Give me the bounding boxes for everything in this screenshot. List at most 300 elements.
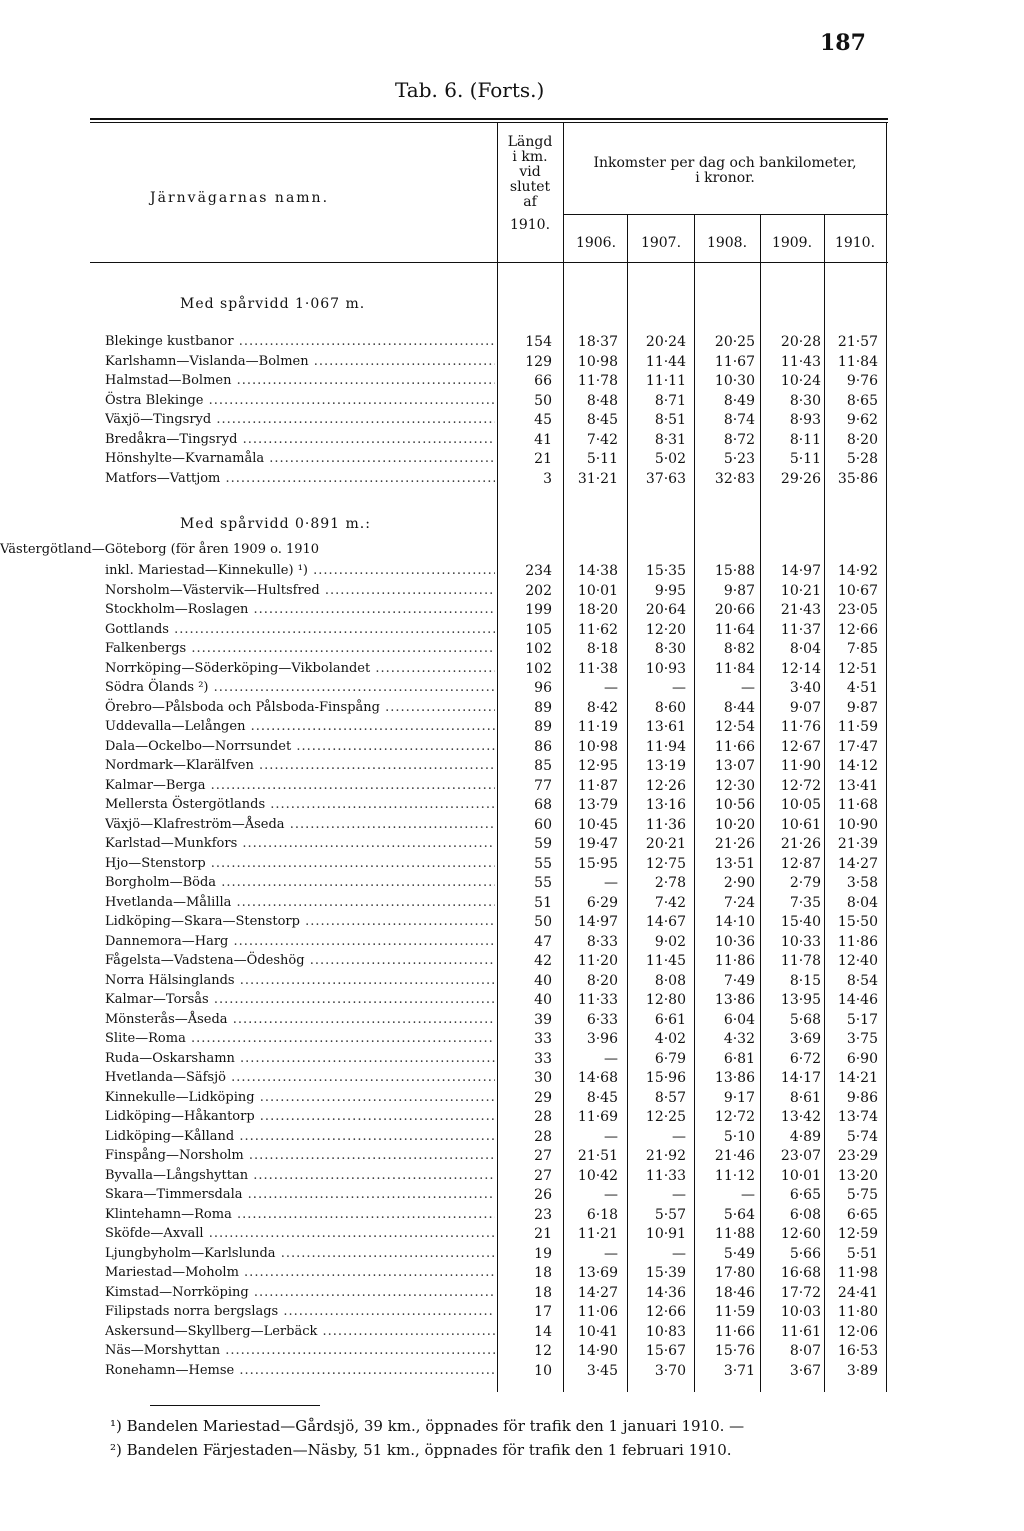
income-cell-1906: 6·33 — [586, 1011, 618, 1028]
railway-name: Halmstad—Bolmen ..... — [105, 371, 495, 391]
income-cell-1909: 17·72 — [780, 1284, 821, 1301]
income-cell-1910: 9·62 — [846, 412, 878, 428]
table-row — [0, 1205, 1024, 1225]
length-cell: 14 — [534, 1323, 552, 1340]
railway-name: Kinnekulle—Lidköping ..... — [105, 1088, 495, 1108]
income-cell-1909: 13·42 — [780, 1109, 821, 1125]
income-cell-1907: 4·02 — [654, 1031, 686, 1047]
length-cell: 50 — [534, 914, 552, 930]
income-cell-1906: 3·45 — [586, 1362, 618, 1379]
income-cell-1907: 8·60 — [654, 699, 686, 716]
table-row — [0, 815, 1024, 835]
income-cell-1909: 12·14 — [780, 660, 821, 677]
income-cell-1909: 11·90 — [780, 758, 821, 774]
income-cell-1910: 11·80 — [837, 1304, 878, 1320]
railway-name: Byvalla—Långshyttan ..... — [105, 1166, 495, 1186]
income-cell-1907: 12·80 — [645, 992, 686, 1008]
railway-name: Ruda—Oskarshamn ..... — [105, 1049, 495, 1069]
income-cell-1909: 21·26 — [780, 836, 821, 852]
income-cell-1909: 8·07 — [789, 1343, 821, 1359]
length-cell: 51 — [534, 894, 552, 911]
railway-name: Örebro—Pålsboda och Pålsboda-Finspång ..... — [105, 698, 495, 718]
income-cell-1907: 12·26 — [645, 777, 686, 794]
income-cell-1908: 15·88 — [714, 563, 755, 579]
income-cell-1909: 10·05 — [780, 797, 821, 813]
income-cell-1909: 2·79 — [789, 875, 821, 891]
income-cell-1908: 12·54 — [714, 719, 755, 735]
length-cell: 21 — [534, 1226, 552, 1242]
railway-name: Ronehamn—Hemse ..... — [105, 1361, 495, 1381]
length-cell: 77 — [534, 777, 552, 794]
income-cell-1910: 8·20 — [846, 431, 878, 448]
income-cell-1907: 7·42 — [654, 894, 686, 911]
income-cell-1910: 3·58 — [846, 875, 878, 891]
income-cell-1910: 21·39 — [837, 836, 878, 852]
income-cell-1909: 8·04 — [789, 641, 821, 657]
railway-name: Karlstad—Munkfors ..... — [105, 834, 495, 854]
table-row — [0, 1341, 1024, 1361]
income-cell-1910: 4·51 — [846, 680, 878, 696]
income-cell-1909: 23·07 — [780, 1148, 821, 1164]
table-row — [0, 469, 1024, 489]
income-cell-1909: 3·69 — [789, 1031, 821, 1047]
income-cell-1907: 20·21 — [645, 836, 686, 852]
income-cell-1907: 15·39 — [645, 1265, 686, 1281]
table-top-rule — [90, 118, 888, 120]
income-cell-1908: 5·23 — [723, 451, 755, 467]
income-cell-1906: 3·96 — [586, 1031, 618, 1047]
income-cell-1907: — — [672, 680, 686, 696]
income-cell-1909: 9·07 — [789, 699, 821, 716]
length-cell: 85 — [534, 758, 552, 774]
length-cell: 18 — [534, 1265, 552, 1281]
income-cell-1906: — — [604, 875, 618, 891]
income-cell-1909: 12·87 — [780, 855, 821, 872]
income-cell-1907: 3·70 — [654, 1362, 686, 1379]
table-top-rule-inner — [90, 122, 888, 123]
railway-name: Kalmar—Torsås ..... — [105, 990, 495, 1010]
income-cell-1910: 5·74 — [846, 1128, 878, 1145]
table-row — [0, 581, 1024, 601]
income-cell-1907: 11·44 — [645, 353, 686, 370]
table-row — [0, 1224, 1024, 1244]
income-cell-1909: 7·35 — [789, 894, 821, 911]
income-cell-1906: 15·95 — [577, 855, 618, 872]
income-cell-1908: 6·04 — [723, 1011, 755, 1028]
income-cell-1910: 14·27 — [837, 855, 878, 872]
income-cell-1906: 13·69 — [577, 1265, 618, 1281]
income-cell-1909: 12·67 — [780, 738, 821, 755]
table-row — [0, 1088, 1024, 1108]
railway-name: Södra Ölands ²) ..... — [105, 678, 495, 698]
income-cell-1906: 8·18 — [586, 641, 618, 657]
table-row — [0, 639, 1024, 659]
length-cell: 42 — [534, 953, 552, 969]
income-cell-1910: 3·75 — [846, 1031, 878, 1047]
length-cell: 68 — [534, 797, 552, 813]
railway-name: Matfors—Vattjom ..... — [105, 469, 495, 489]
section-heading-1067: Med spårvidd 1·067 m. — [180, 296, 366, 312]
income-cell-1909: 10·24 — [780, 373, 821, 389]
table-row — [0, 1068, 1024, 1088]
header-year-1906: 1906. — [575, 235, 617, 251]
income-cell-1906: 10·98 — [577, 353, 618, 370]
income-cell-1908: 5·10 — [723, 1128, 755, 1145]
income-cell-1910: 35·86 — [837, 470, 878, 487]
income-cell-1910: 11·84 — [837, 353, 878, 370]
table-row — [0, 1322, 1024, 1342]
income-cell-1909: 10·61 — [780, 816, 821, 833]
length-cell: 28 — [534, 1109, 552, 1125]
income-cell-1906: — — [604, 1245, 618, 1262]
income-cell-1910: 9·87 — [846, 699, 878, 716]
income-cell-1910: 23·05 — [837, 602, 878, 618]
income-cell-1910: 12·40 — [837, 953, 878, 969]
railway-name: Filipstads norra bergslags ..... — [105, 1302, 495, 1322]
income-cell-1907: 12·75 — [645, 855, 686, 872]
railway-name: Näs—Morshyttan ..... — [105, 1341, 495, 1361]
header-length-l6: 1910. — [509, 217, 551, 233]
income-cell-1907: 6·79 — [654, 1050, 686, 1067]
income-cell-1909: 4·89 — [789, 1128, 821, 1145]
page-number: 187 — [820, 30, 866, 56]
income-cell-1910: 12·59 — [837, 1226, 878, 1242]
table-row — [0, 561, 1024, 581]
income-cell-1907: 11·36 — [645, 816, 686, 833]
length-cell: 55 — [534, 875, 552, 891]
header-length-l1: Längd — [507, 134, 553, 150]
header-year-1910: 1910. — [834, 235, 876, 251]
income-cell-1906: 19·47 — [577, 836, 618, 852]
table-row — [0, 1244, 1024, 1264]
income-cell-1908: 4·32 — [723, 1031, 755, 1047]
table-row — [0, 834, 1024, 854]
income-cell-1908: 11·12 — [714, 1167, 755, 1184]
income-cell-1907: 5·02 — [654, 451, 686, 467]
footnotes — [110, 1414, 744, 1462]
income-cell-1910: 6·90 — [846, 1050, 878, 1067]
income-cell-1909: 21·43 — [780, 602, 821, 618]
income-cell-1909: 8·61 — [789, 1089, 821, 1106]
income-cell-1906: — — [604, 1050, 618, 1067]
income-cell-1907: 8·71 — [654, 392, 686, 409]
income-cell-1908: 8·82 — [723, 641, 755, 657]
income-cell-1906: 14·97 — [577, 914, 618, 930]
income-cell-1910: 23·29 — [837, 1148, 878, 1164]
income-cell-1910: 7·85 — [846, 641, 878, 657]
railway-name: Hönshylte—Kvarnamåla ..... — [105, 449, 495, 469]
length-cell: 154 — [525, 334, 552, 350]
income-cell-1907: 8·57 — [654, 1089, 686, 1106]
income-cell-1908: 20·66 — [714, 602, 755, 618]
length-cell: 89 — [534, 719, 552, 735]
income-cell-1910: 5·28 — [846, 451, 878, 467]
income-cell-1910: 12·66 — [837, 621, 878, 638]
length-cell: 47 — [534, 933, 552, 950]
length-cell: 102 — [525, 641, 552, 657]
length-cell: 39 — [534, 1011, 552, 1028]
table-row — [0, 912, 1024, 932]
length-cell: 33 — [534, 1031, 552, 1047]
income-cell-1906: 10·98 — [577, 738, 618, 755]
income-cell-1906: 10·45 — [577, 816, 618, 833]
income-cell-1906: — — [604, 680, 618, 696]
income-cell-1908: 7·24 — [723, 894, 755, 911]
table-row — [0, 1049, 1024, 1069]
length-cell: 21 — [534, 451, 552, 467]
income-cell-1907: 12·25 — [645, 1109, 686, 1125]
railway-name: Finspång—Norsholm ..... — [105, 1146, 495, 1166]
income-cell-1908: 11·64 — [714, 621, 755, 638]
income-cell-1910: 15·50 — [837, 914, 878, 930]
length-cell: 66 — [534, 373, 552, 389]
income-cell-1909: 5·11 — [789, 451, 821, 467]
railway-name: Nordmark—Klarälfven ..... — [105, 756, 495, 776]
income-cell-1906: 8·48 — [586, 392, 618, 409]
income-cell-1907: 11·94 — [645, 738, 686, 755]
income-cell-1910: 9·76 — [846, 373, 878, 389]
income-cell-1906: 11·33 — [577, 992, 618, 1008]
income-cell-1910: 8·54 — [846, 972, 878, 989]
income-cell-1907: 8·31 — [654, 431, 686, 448]
income-cell-1908: 7·49 — [723, 972, 755, 989]
income-cell-1907: 9·95 — [654, 582, 686, 599]
length-cell: 26 — [534, 1187, 552, 1203]
table-row — [0, 410, 1024, 430]
income-cell-1909: 11·37 — [780, 621, 821, 638]
income-cell-1907: 13·61 — [645, 719, 686, 735]
table-row — [0, 1146, 1024, 1166]
income-cell-1908: 10·30 — [714, 373, 755, 389]
income-cell-1910: 5·75 — [846, 1187, 878, 1203]
income-cell-1907: 20·64 — [645, 602, 686, 618]
footnote-1: ¹) Bandelen Mariestad—Gårdsjö, 39 km., öppnades för trafik den 1 januari 1910. — — [110, 1417, 745, 1435]
income-cell-1909: 5·66 — [789, 1245, 821, 1262]
income-cell-1907: 6·61 — [654, 1011, 686, 1028]
length-cell: 105 — [525, 621, 552, 638]
income-cell-1907: 13·19 — [645, 758, 686, 774]
income-subrule — [563, 214, 888, 215]
income-cell-1906: 13·79 — [577, 797, 618, 813]
railway-name: Sköfde—Axvall ..... — [105, 1224, 495, 1244]
income-cell-1909: 14·17 — [780, 1070, 821, 1086]
income-cell-1908: 8·72 — [723, 431, 755, 448]
railway-name: Norsholm—Västervik—Hultsfred ..... — [105, 581, 495, 601]
income-cell-1908: 9·17 — [723, 1089, 755, 1106]
income-cell-1907: 15·35 — [645, 563, 686, 579]
length-cell: 45 — [534, 412, 552, 428]
length-cell: 234 — [525, 563, 552, 579]
table-row — [0, 795, 1024, 815]
income-cell-1906: 11·06 — [577, 1304, 618, 1320]
income-cell-1907: 10·83 — [645, 1323, 686, 1340]
income-cell-1906: 14·38 — [577, 563, 618, 579]
income-cell-1908: 15·76 — [714, 1343, 755, 1359]
table-row — [0, 332, 1024, 352]
table-row — [0, 717, 1024, 737]
income-cell-1908: 20·25 — [714, 334, 755, 350]
railway-name: Norra Hälsinglands ..... — [105, 971, 495, 991]
income-cell-1909: 8·93 — [789, 412, 821, 428]
railway-name: Lidköping—Håkantorp ..... — [105, 1107, 495, 1127]
table-row — [0, 854, 1024, 874]
table-row — [0, 698, 1024, 718]
income-cell-1908: 13·86 — [714, 992, 755, 1008]
income-cell-1906: 8·45 — [586, 412, 618, 428]
table-row — [0, 776, 1024, 796]
income-cell-1908: 8·49 — [723, 392, 755, 409]
header-length-l5: af — [523, 194, 537, 210]
railway-name: Hjo—Stenstorp ..... — [105, 854, 495, 874]
length-cell: 60 — [534, 816, 552, 833]
income-cell-1909: 29·26 — [780, 470, 821, 487]
income-cell-1906: 14·68 — [577, 1070, 618, 1086]
table-row — [0, 873, 1024, 893]
header-length-l4: slutet — [509, 179, 551, 195]
table-row — [0, 1283, 1024, 1303]
income-cell-1906: 14·90 — [577, 1343, 618, 1359]
income-cell-1910: 14·92 — [837, 563, 878, 579]
income-cell-1910: 14·46 — [837, 992, 878, 1008]
income-cell-1910: 21·57 — [837, 334, 878, 350]
length-cell: 10 — [534, 1362, 552, 1379]
income-cell-1909: 11·78 — [780, 953, 821, 969]
table-row — [0, 659, 1024, 679]
income-cell-1906: 8·45 — [586, 1089, 618, 1106]
income-cell-1907: 11·11 — [645, 373, 686, 389]
income-cell-1909: 12·72 — [780, 777, 821, 794]
table-row — [0, 1029, 1024, 1049]
income-cell-1910: 9·86 — [846, 1089, 878, 1106]
income-cell-1908: 12·72 — [714, 1109, 755, 1125]
income-cell-1907: 13·16 — [645, 797, 686, 813]
income-cell-1908: 21·46 — [714, 1148, 755, 1164]
income-cell-1910: 14·21 — [837, 1070, 878, 1086]
income-cell-1906: 11·20 — [577, 953, 618, 969]
income-cell-1910: 5·51 — [846, 1245, 878, 1262]
railway-name: Fågelsta—Vadstena—Ödeshög ..... — [105, 951, 495, 971]
income-cell-1907: 12·20 — [645, 621, 686, 638]
railway-name: Askersund—Skyllberg—Lerbäck ..... — [105, 1322, 495, 1342]
railway-name: Falkenbergs ..... — [105, 639, 495, 659]
income-cell-1908: 5·49 — [723, 1245, 755, 1262]
income-cell-1909: 14·97 — [780, 563, 821, 579]
length-cell: 28 — [534, 1128, 552, 1145]
length-cell: 199 — [525, 602, 552, 618]
railway-name: Gottlands ..... — [105, 620, 495, 640]
table-row — [0, 893, 1024, 913]
income-cell-1909: 11·76 — [780, 719, 821, 735]
railway-name: Ljungbyholm—Karlslunda ..... — [105, 1244, 495, 1264]
income-cell-1907: 10·93 — [645, 660, 686, 677]
income-cell-1906: 6·29 — [586, 894, 618, 911]
income-cell-1909: 8·30 — [789, 392, 821, 409]
length-cell: 33 — [534, 1050, 552, 1067]
table-row — [0, 1361, 1024, 1381]
railway-name: Mönsterås—Åseda ..... — [105, 1010, 495, 1030]
length-cell: 96 — [534, 680, 552, 696]
income-cell-1907: 11·45 — [645, 953, 686, 969]
section-heading-0891: Med spårvidd 0·891 m.: — [180, 516, 371, 532]
railway-name: Mellersta Östergötlands ..... — [105, 795, 495, 815]
income-cell-1908: 11·84 — [714, 660, 755, 677]
income-cell-1909: 8·11 — [789, 431, 821, 448]
income-cell-1909: 10·03 — [780, 1304, 821, 1320]
income-cell-1906: 18·20 — [577, 602, 618, 618]
income-cell-1906: 6·18 — [586, 1206, 618, 1223]
table-row — [0, 391, 1024, 411]
railway-name: Hvetlanda—Säfsjö ..... — [105, 1068, 495, 1088]
railway-name: Mariestad—Moholm ..... — [105, 1263, 495, 1283]
header-length-l2: i km. — [512, 149, 548, 165]
table-row — [0, 430, 1024, 450]
income-cell-1908: 2·90 — [723, 875, 755, 891]
income-cell-1910: 11·98 — [837, 1265, 878, 1281]
length-cell: 41 — [534, 431, 552, 448]
income-cell-1910: 8·04 — [846, 894, 878, 911]
table-row — [0, 1127, 1024, 1147]
income-cell-1909: 11·61 — [780, 1323, 821, 1340]
table-row — [0, 932, 1024, 952]
income-cell-1907: 9·02 — [654, 933, 686, 950]
railway-name: Slite—Roma ..... — [105, 1029, 495, 1049]
table-row — [0, 600, 1024, 620]
length-cell: 29 — [534, 1089, 552, 1106]
header-year-1907: 1907. — [640, 235, 682, 251]
table-row — [0, 951, 1024, 971]
length-cell: 55 — [534, 855, 552, 872]
railway-name: Skara—Timmersdala ..... — [105, 1185, 495, 1205]
railway-name: Kimstad—Norrköping ..... — [105, 1283, 495, 1303]
income-cell-1906: — — [604, 1128, 618, 1145]
length-cell: 3 — [543, 470, 552, 487]
header-year-1908: 1908. — [706, 235, 748, 251]
income-cell-1907: 8·51 — [654, 412, 686, 428]
income-cell-1910: 10·90 — [837, 816, 878, 833]
header-length-l3: vid — [519, 164, 541, 180]
income-cell-1909: 16·68 — [780, 1265, 821, 1281]
income-cell-1906: 14·27 — [577, 1284, 618, 1301]
income-cell-1910: 11·59 — [837, 719, 878, 735]
income-cell-1909: 10·21 — [780, 582, 821, 599]
income-cell-1908: 9·87 — [723, 582, 755, 599]
income-cell-1906: 11·69 — [577, 1109, 618, 1125]
income-cell-1908: 13·51 — [714, 855, 755, 872]
income-cell-1908: 10·20 — [714, 816, 755, 833]
railway-name: Blekinge kustbanor ..... — [105, 332, 495, 352]
group2-first-line: Västergötland—Göteborg (för åren 1909 o. 1910 — [0, 542, 320, 557]
income-cell-1907: 37·63 — [645, 470, 686, 487]
table-row — [0, 756, 1024, 776]
railway-name: Kalmar—Berga ..... — [105, 776, 495, 796]
table-row — [0, 371, 1024, 391]
table-row — [0, 678, 1024, 698]
income-cell-1908: 11·59 — [714, 1304, 755, 1320]
railway-name: Lidköping—Skara—Stenstorp ..... — [105, 912, 495, 932]
railway-name: Växjö—Klafreström—Åseda ..... — [105, 815, 495, 835]
length-cell: 89 — [534, 699, 552, 716]
income-cell-1906: 8·33 — [586, 933, 618, 950]
income-cell-1909: 10·01 — [780, 1167, 821, 1184]
income-cell-1908: 11·86 — [714, 953, 755, 969]
header-income-l1: Inkomster per dag och bankilometer, — [593, 155, 857, 171]
table-row — [0, 990, 1024, 1010]
header-names: Järnvägarnas namn. — [150, 190, 330, 206]
table-row — [0, 620, 1024, 640]
table-row — [0, 352, 1024, 372]
table-row — [0, 737, 1024, 757]
income-cell-1907: — — [672, 1128, 686, 1145]
